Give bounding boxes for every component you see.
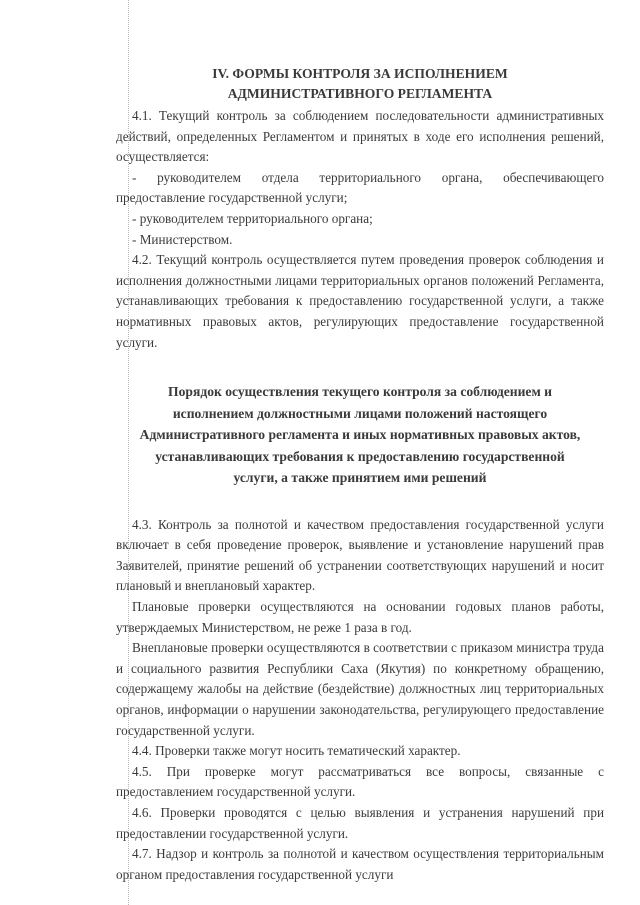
document-content (116, 64, 604, 885)
paragraph-4-2: 4.2. Текущий контроль осуществляется путем проведения проверок соблюдения и исполнения должностными лицами территориальных органов положений Регламента, устанавливающих требования к предоставлению государственной услуги, а также нормативных правовых актов, регулирующих предоставление государственной услуги. (116, 252, 604, 350)
subsection-title-line-1: Порядок осуществления текущего контроля за соблюдением и (168, 384, 552, 400)
paragraph-4-1: 4.1. Текущий контроль за соблюдением последовательности административных действий, определенных Регламентом и принятых в ходе его исполнения решений, осуществляется: (116, 108, 604, 165)
paragraph-unplanned-checks: Внеплановые проверки осуществляются в соответствии с приказом министра труда и социального развития Республики Саха (Якутия) по конкретному обращению, содержащему жалобы на действие (бездействие) должностных лиц территориальных органов, информации о нарушении законодательства, регулирующего предоставление государственной услуги. (116, 640, 604, 738)
paragraph-4-4: 4.4. Проверки также могут носить тематический характер. (132, 743, 461, 759)
section-title-line-2: АДМИНИСТРАТИВНОГО РЕГЛАМЕНТА (227, 86, 493, 101)
subsection-title-line-2: исполнением должностными лицами положений настоящего (172, 405, 548, 421)
paragraph-4-6: 4.6. Проверки проводятся с целью выявления и устранения нарушений при предоставлении государственной услуги. (116, 804, 604, 841)
section-title (116, 64, 604, 104)
list-item-ministry: - Министерством. (132, 231, 233, 247)
list-item-territorial-head: - руководителем территориального органа; (132, 210, 373, 226)
paragraph-planned-checks: Плановые проверки осуществляются на основании годовых планов работы, утверждаемых Министерством, не реже 1 раза в год. (116, 599, 604, 635)
list-item-dept-head: - руководителем отдела территориального органа, обеспечивающего предоставление государственной услуги; (116, 169, 604, 206)
section-title-line-1: IV. ФОРМЫ КОНТРОЛЯ ЗА ИСПОЛНЕНИЕМ (212, 66, 508, 81)
subsection-title-line-4: устанавливающих требования к предоставлению государственной (155, 448, 565, 464)
paragraph-4-5: 4.5. При проверке могут рассматриваться все вопросы, связанные с предоставлением государственной услуги. (116, 763, 604, 800)
subsection-title-line-5: услуги, а также принятием ими решений (233, 470, 487, 486)
subsection-title-line-3: Административного регламента и иных нормативных правовых актов, (139, 427, 581, 443)
paragraph-4-3: 4.3. Контроль за полнотой и качеством предоставления государственной услуги включает в себя проведение проверок, выявление и установление нарушений прав Заявителей, принятие решений об устранении соответствующих нарушений и носит плановый и внеплановый характер. (116, 516, 604, 594)
paragraph-4-7: 4.7. Надзор и контроль за полнотой и качеством осуществления территориальным органом предоставления государственной услуги (116, 846, 604, 882)
subsection-title (116, 381, 604, 489)
